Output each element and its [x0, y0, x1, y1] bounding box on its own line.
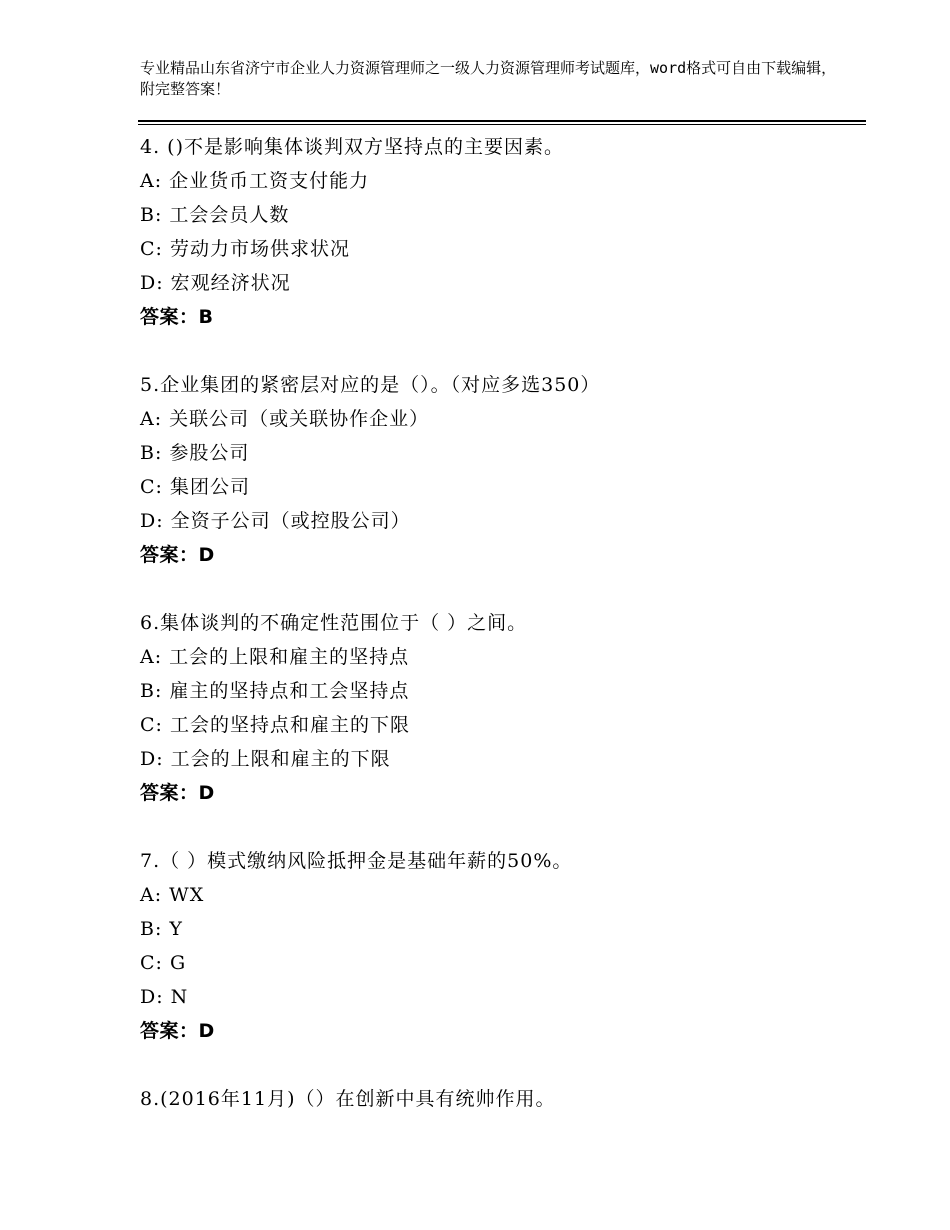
question-8 [140, 1082, 860, 1116]
option-a: A: WX [140, 884, 205, 906]
option-d: D: 全资子公司（或控股公司） [140, 510, 411, 532]
question-4 [140, 130, 860, 334]
answer-label: 答案：B [140, 306, 214, 328]
header-rule-thick [138, 120, 866, 122]
question-stem: 8.(2016年11月)（）在创新中具有统帅作用。 [140, 1088, 556, 1110]
option-c: C: 工会的坚持点和雇主的下限 [140, 714, 410, 736]
option-a: A: 企业货币工资支付能力 [140, 170, 370, 192]
option-c: C: 劳动力市场供求状况 [140, 238, 350, 260]
document-header: 专业精品山东省济宁市企业人力资源管理师之一级人力资源管理师考试题库，word格式可自由下载编辑，附完整答案！ [140, 59, 837, 98]
question-5 [140, 368, 860, 572]
option-b: B: 工会会员人数 [140, 204, 290, 226]
spacer [140, 810, 860, 844]
option-c: C: 集团公司 [140, 476, 250, 498]
header-rule-thin [138, 124, 866, 125]
option-c: C: G [140, 952, 187, 974]
option-d: D: N [140, 986, 189, 1008]
question-list [140, 130, 860, 1116]
spacer [140, 1048, 860, 1082]
option-a: A: 关联公司（或关联协作企业） [140, 408, 430, 430]
option-b: B: 参股公司 [140, 442, 250, 464]
spacer [140, 334, 860, 368]
option-a: A: 工会的上限和雇主的坚持点 [140, 646, 410, 668]
answer-label: 答案：D [140, 782, 215, 804]
answer-label: 答案：D [140, 1020, 215, 1042]
question-stem: 4. ()不是影响集体谈判双方坚持点的主要因素。 [140, 136, 564, 158]
option-b: B: Y [140, 918, 183, 940]
option-d: D: 宏观经济状况 [140, 272, 291, 294]
option-b: B: 雇主的坚持点和工会坚持点 [140, 680, 410, 702]
option-d: D: 工会的上限和雇主的下限 [140, 748, 391, 770]
question-7 [140, 844, 860, 1048]
question-stem: 7.（ ）模式缴纳风险抵押金是基础年薪的50%。 [140, 850, 573, 872]
answer-label: 答案：D [140, 544, 215, 566]
question-6 [140, 606, 860, 810]
spacer [140, 572, 860, 606]
question-stem: 6.集体谈判的不确定性范围位于（ ）之间。 [140, 612, 528, 634]
question-stem: 5.企业集团的紧密层对应的是（）。（对应多选350） [140, 374, 601, 396]
